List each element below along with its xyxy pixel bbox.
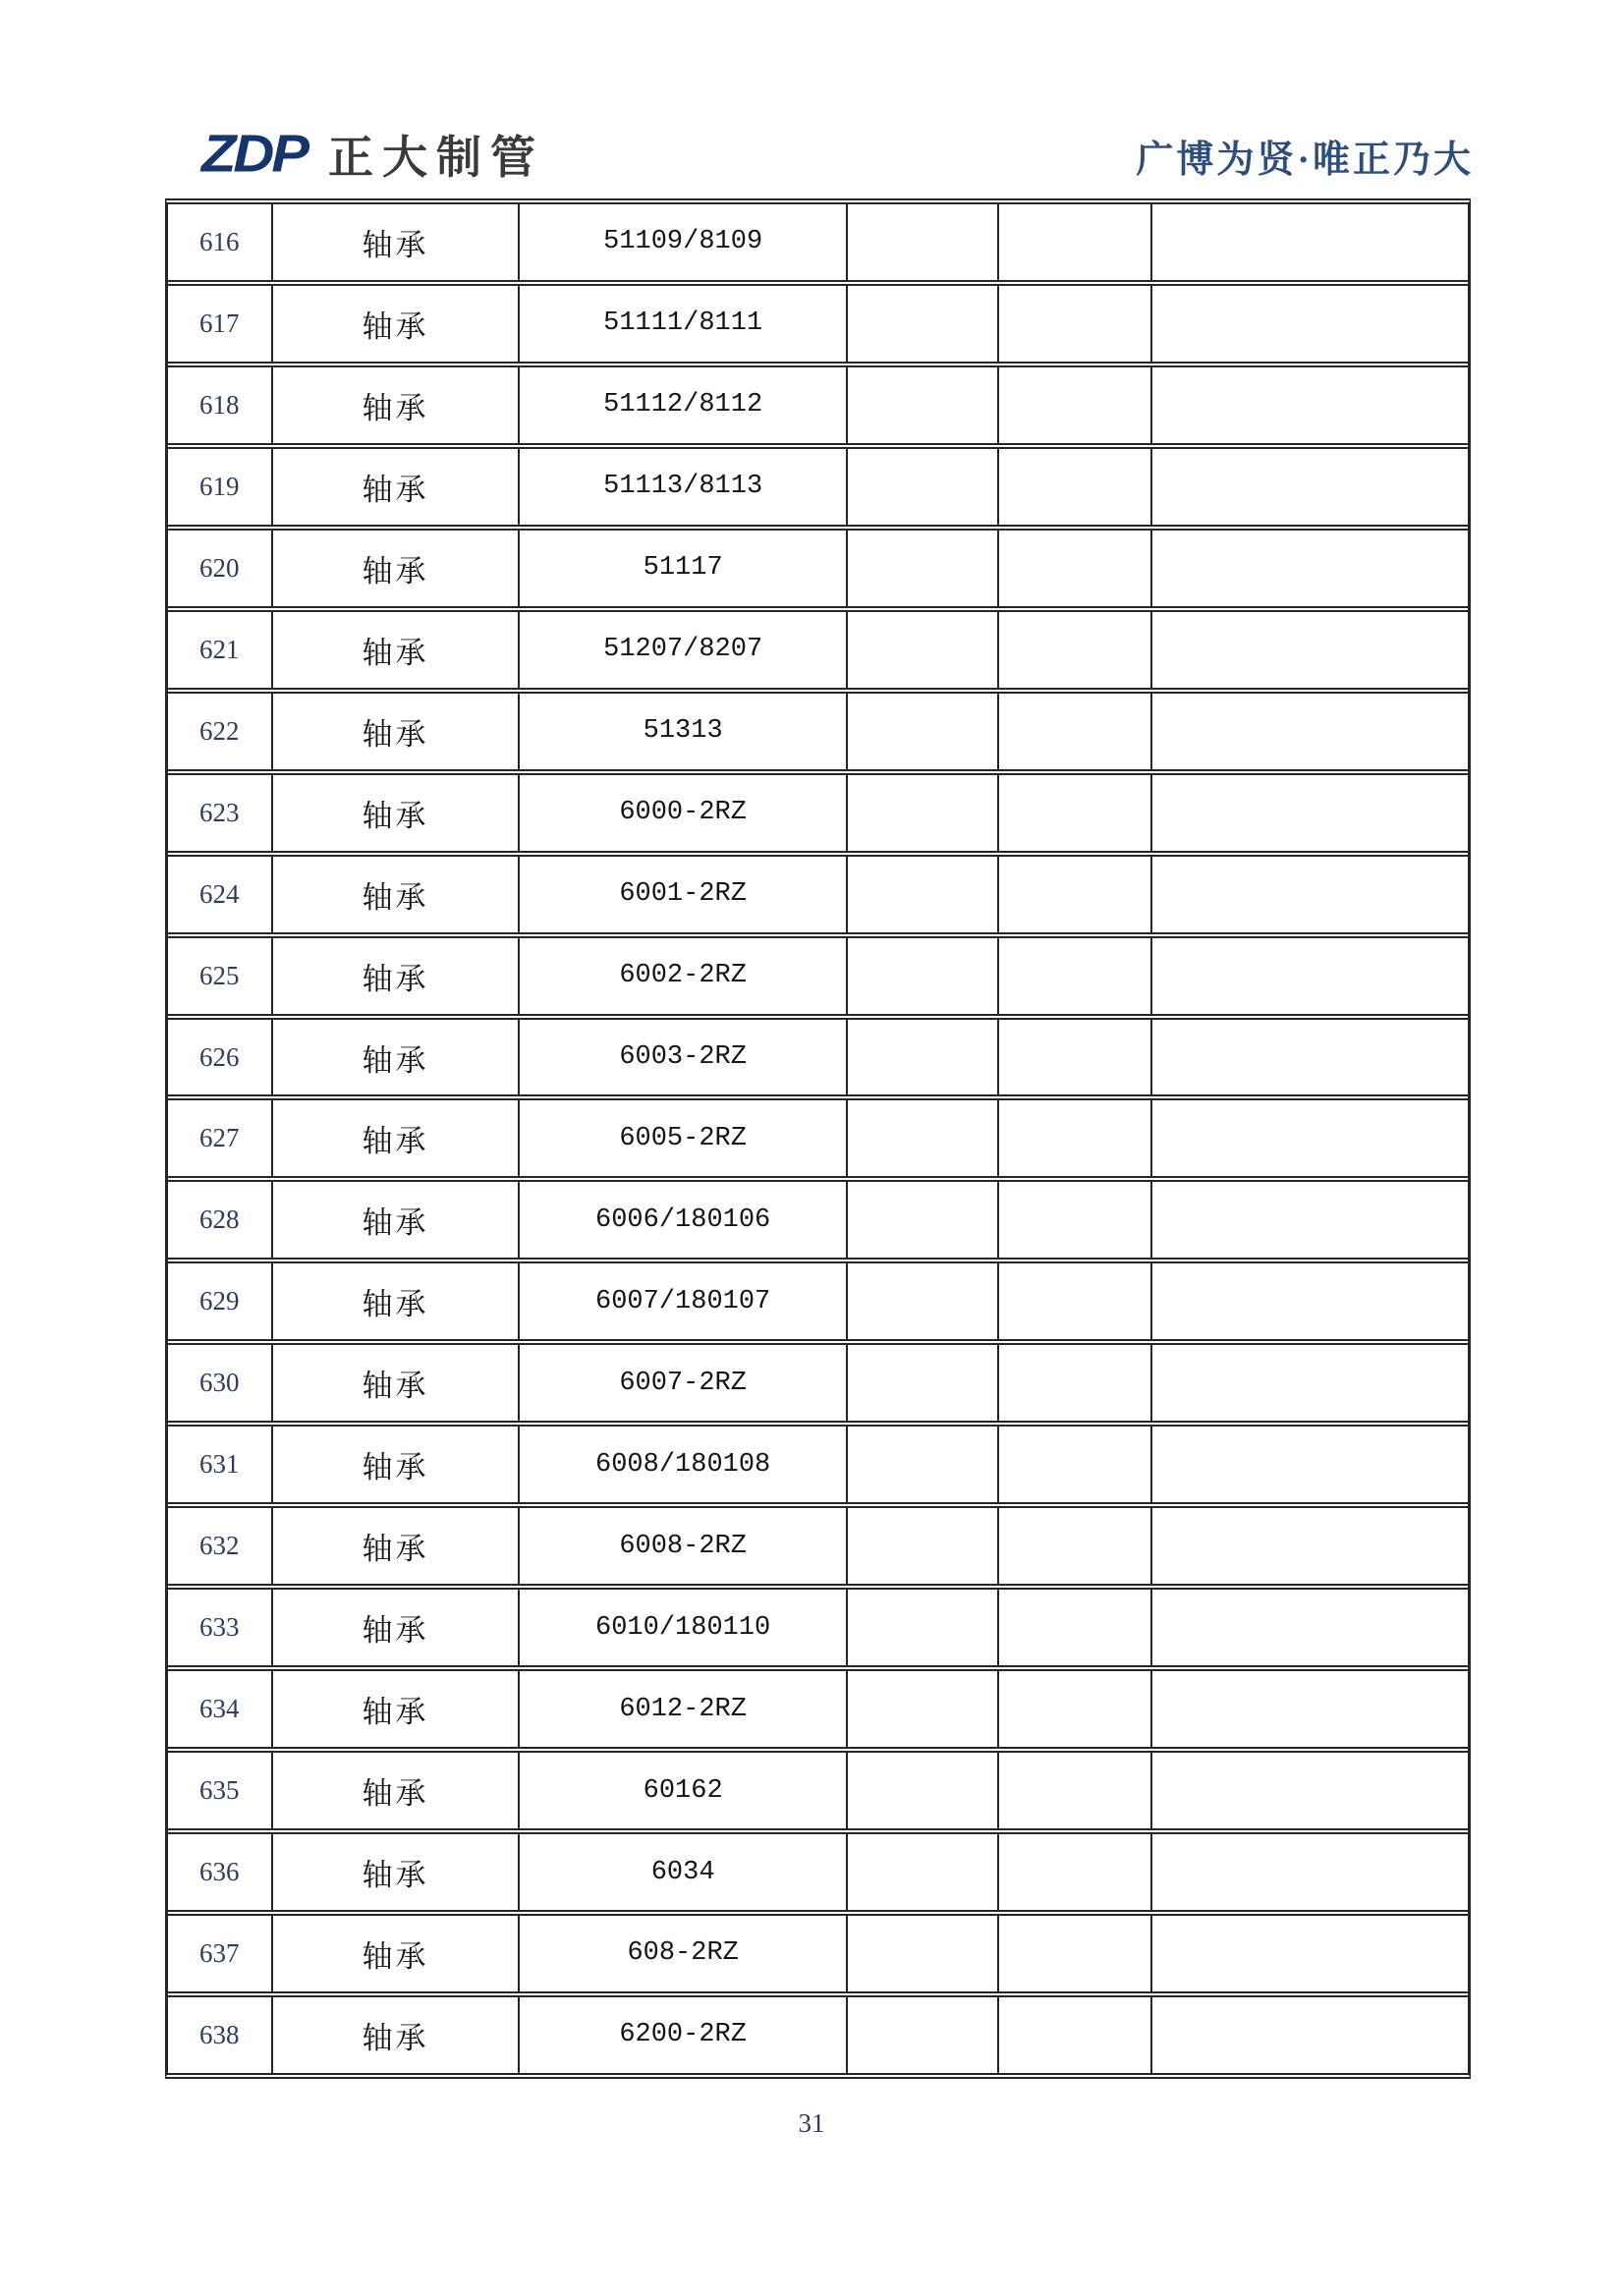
model-cell: 60162 — [520, 1753, 848, 1828]
empty-cell — [1152, 938, 1468, 1014]
part-name-cell: 轴承 — [273, 857, 521, 932]
table-row — [168, 367, 1468, 449]
company-slogan: 广博为贤·唯正乃大 — [1136, 140, 1474, 181]
parts-table — [165, 198, 1471, 2079]
model-cell: 6001-2RZ — [520, 857, 848, 932]
row-number-cell: 637 — [168, 1916, 273, 1991]
row-number-cell: 617 — [168, 286, 273, 362]
table-row — [168, 1182, 1468, 1263]
part-name-cell: 轴承 — [273, 286, 521, 362]
empty-cell — [1152, 1182, 1468, 1258]
table-row — [168, 1590, 1468, 1671]
part-name-cell: 轴承 — [273, 1100, 521, 1176]
page-number: 31 — [798, 2108, 825, 2138]
row-number-cell: 632 — [168, 1508, 273, 1584]
empty-cell — [848, 1345, 999, 1421]
empty-cell — [999, 204, 1152, 280]
empty-cell — [1152, 1020, 1468, 1095]
empty-cell — [999, 1427, 1152, 1502]
row-number-cell: 619 — [168, 449, 273, 525]
empty-cell — [848, 775, 999, 851]
company-name: 正大制管 — [328, 132, 544, 183]
zdp-logo-mark: ZDP — [201, 124, 307, 184]
part-name-cell: 轴承 — [273, 1345, 521, 1421]
empty-cell — [848, 1100, 999, 1176]
part-name-cell: 轴承 — [273, 694, 521, 769]
row-number-cell: 620 — [168, 531, 273, 606]
row-number-cell: 631 — [168, 1427, 273, 1502]
model-cell: 6002-2RZ — [520, 938, 848, 1014]
table-row — [168, 1671, 1468, 1753]
empty-cell — [999, 1590, 1152, 1665]
part-name-cell: 轴承 — [273, 1997, 521, 2073]
row-number-cell: 633 — [168, 1590, 273, 1665]
part-name-cell: 轴承 — [273, 367, 521, 443]
table-row — [168, 694, 1468, 775]
parts-table-body — [168, 204, 1468, 2073]
part-name-cell: 轴承 — [273, 1020, 521, 1095]
model-cell: 608-2RZ — [520, 1916, 848, 1991]
row-number-cell: 616 — [168, 204, 273, 280]
model-cell: 6000-2RZ — [520, 775, 848, 851]
empty-cell — [848, 1263, 999, 1339]
empty-cell — [1152, 1263, 1468, 1339]
empty-cell — [848, 938, 999, 1014]
model-cell: 51207/8207 — [520, 612, 848, 688]
empty-cell — [999, 694, 1152, 769]
row-number-cell: 618 — [168, 367, 273, 443]
empty-cell — [999, 612, 1152, 688]
model-cell: 6006/180106 — [520, 1182, 848, 1258]
row-number-cell: 628 — [168, 1182, 273, 1258]
table-row — [168, 612, 1468, 694]
empty-cell — [1152, 694, 1468, 769]
row-number-cell: 630 — [168, 1345, 273, 1421]
empty-cell — [848, 1671, 999, 1747]
empty-cell — [848, 449, 999, 525]
part-name-cell: 轴承 — [273, 612, 521, 688]
row-number-cell: 622 — [168, 694, 273, 769]
empty-cell — [848, 694, 999, 769]
model-cell: 51112/8112 — [520, 367, 848, 443]
empty-cell — [999, 1834, 1152, 1910]
row-number-cell: 636 — [168, 1834, 273, 1910]
table-row — [168, 1263, 1468, 1345]
part-name-cell: 轴承 — [273, 1263, 521, 1339]
empty-cell — [999, 1508, 1152, 1584]
empty-cell — [1152, 1753, 1468, 1828]
empty-cell — [1152, 612, 1468, 688]
part-name-cell: 轴承 — [273, 1508, 521, 1584]
model-cell: 6008/180108 — [520, 1427, 848, 1502]
empty-cell — [999, 1182, 1152, 1258]
row-number-cell: 625 — [168, 938, 273, 1014]
empty-cell — [999, 1263, 1152, 1339]
empty-cell — [848, 612, 999, 688]
part-name-cell: 轴承 — [273, 1590, 521, 1665]
model-cell: 51113/8113 — [520, 449, 848, 525]
empty-cell — [848, 1427, 999, 1502]
empty-cell — [848, 1916, 999, 1991]
empty-cell — [1152, 286, 1468, 362]
row-number-cell: 635 — [168, 1753, 273, 1828]
model-cell: 51313 — [520, 694, 848, 769]
table-row — [168, 286, 1468, 367]
table-row — [168, 1834, 1468, 1916]
row-number-cell: 626 — [168, 1020, 273, 1095]
part-name-cell: 轴承 — [273, 938, 521, 1014]
empty-cell — [848, 1753, 999, 1828]
table-row — [168, 1753, 1468, 1834]
empty-cell — [1152, 857, 1468, 932]
empty-cell — [848, 1182, 999, 1258]
empty-cell — [999, 938, 1152, 1014]
empty-cell — [1152, 449, 1468, 525]
part-name-cell: 轴承 — [273, 204, 521, 280]
empty-cell — [1152, 1671, 1468, 1747]
model-cell: 6005-2RZ — [520, 1100, 848, 1176]
table-row — [168, 449, 1468, 531]
model-cell: 6200-2RZ — [520, 1997, 848, 2073]
model-cell: 6003-2RZ — [520, 1020, 848, 1095]
model-cell: 6034 — [520, 1834, 848, 1910]
empty-cell — [848, 286, 999, 362]
row-number-cell: 621 — [168, 612, 273, 688]
row-number-cell: 634 — [168, 1671, 273, 1747]
row-number-cell: 623 — [168, 775, 273, 851]
empty-cell — [1152, 1834, 1468, 1910]
empty-cell — [999, 1020, 1152, 1095]
row-number-cell: 624 — [168, 857, 273, 932]
empty-cell — [999, 1997, 1152, 2073]
part-name-cell: 轴承 — [273, 1427, 521, 1502]
empty-cell — [848, 531, 999, 606]
model-cell: 51111/8111 — [520, 286, 848, 362]
empty-cell — [1152, 1508, 1468, 1584]
empty-cell — [1152, 1345, 1468, 1421]
empty-cell — [999, 1345, 1152, 1421]
table-row — [168, 857, 1468, 938]
table-row — [168, 1020, 1468, 1101]
empty-cell — [999, 531, 1152, 606]
empty-cell — [848, 1590, 999, 1665]
empty-cell — [999, 1100, 1152, 1176]
empty-cell — [999, 449, 1152, 525]
empty-cell — [848, 367, 999, 443]
row-number-cell: 627 — [168, 1100, 273, 1176]
empty-cell — [1152, 204, 1468, 280]
empty-cell — [1152, 1590, 1468, 1665]
part-name-cell: 轴承 — [273, 1753, 521, 1828]
model-cell: 51109/8109 — [520, 204, 848, 280]
table-row — [168, 1916, 1468, 1997]
part-name-cell: 轴承 — [273, 531, 521, 606]
empty-cell — [1152, 367, 1468, 443]
empty-cell — [1152, 775, 1468, 851]
table-row — [168, 775, 1468, 857]
empty-cell — [999, 367, 1152, 443]
empty-cell — [848, 1997, 999, 2073]
empty-cell — [999, 857, 1152, 932]
company-logo — [201, 126, 544, 183]
table-row — [168, 204, 1468, 286]
part-name-cell: 轴承 — [273, 449, 521, 525]
empty-cell — [999, 286, 1152, 362]
part-name-cell: 轴承 — [273, 1834, 521, 1910]
part-name-cell: 轴承 — [273, 1182, 521, 1258]
empty-cell — [848, 1020, 999, 1095]
empty-cell — [1152, 1100, 1468, 1176]
row-number-cell: 638 — [168, 1997, 273, 2073]
empty-cell — [999, 1671, 1152, 1747]
empty-cell — [848, 857, 999, 932]
model-cell: 6010/180110 — [520, 1590, 848, 1665]
table-row — [168, 1508, 1468, 1590]
model-cell: 6012-2RZ — [520, 1671, 848, 1747]
empty-cell — [999, 1916, 1152, 1991]
part-name-cell: 轴承 — [273, 775, 521, 851]
table-row — [168, 531, 1468, 612]
empty-cell — [1152, 1427, 1468, 1502]
empty-cell — [1152, 1997, 1468, 2073]
part-name-cell: 轴承 — [273, 1671, 521, 1747]
table-row — [168, 1427, 1468, 1508]
empty-cell — [1152, 1916, 1468, 1991]
empty-cell — [848, 1834, 999, 1910]
empty-cell — [1152, 531, 1468, 606]
model-cell: 6008-2RZ — [520, 1508, 848, 1584]
part-name-cell: 轴承 — [273, 1916, 521, 1991]
empty-cell — [848, 204, 999, 280]
table-row — [168, 938, 1468, 1020]
empty-cell — [848, 1508, 999, 1584]
row-number-cell: 629 — [168, 1263, 273, 1339]
table-row — [168, 1345, 1468, 1427]
table-row — [168, 1100, 1468, 1182]
model-cell: 6007-2RZ — [520, 1345, 848, 1421]
empty-cell — [999, 775, 1152, 851]
model-cell: 51117 — [520, 531, 848, 606]
table-row — [168, 1997, 1468, 2073]
model-cell: 6007/180107 — [520, 1263, 848, 1339]
empty-cell — [999, 1753, 1152, 1828]
